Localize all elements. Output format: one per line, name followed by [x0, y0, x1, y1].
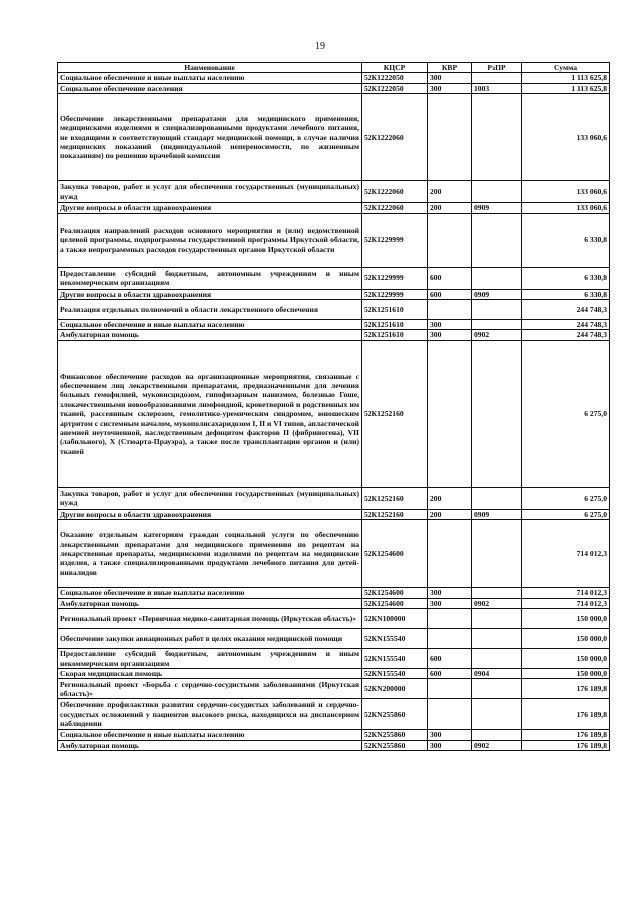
cell-name: Социальное обеспечение и иные выплаты населению	[58, 73, 362, 83]
cell-name: Амбулаторная помощь	[58, 330, 362, 340]
cell-rzpr	[472, 730, 522, 740]
cell-sum: 244 748,3	[522, 320, 610, 330]
cell-kcsr: 52КN155540	[362, 669, 428, 679]
cell-kcsr: 52К1229999	[362, 289, 428, 299]
cell-kvr: 200	[428, 509, 472, 519]
cell-rzpr: 0902	[472, 740, 522, 750]
cell-sum: 1 113 625,8	[522, 83, 610, 93]
table-row	[58, 679, 610, 699]
table-row	[58, 730, 610, 740]
cell-name: Обеспечение лекарственными препаратами для медицинского применения, медицинскими изделиями и специализированными продуктами лечебного питания, не входящими в соответствующий стандарт медицинской помощи, в случае наличия медицинских показаний (индивидуальной непереносимости, по жизненным показаниям) по решению врачебной комиссии	[58, 94, 362, 181]
cell-name: Обеспечение профилактики развития сердечно-сосудистых заболеваний и сердечно-сосудистых осложнений у пациентов высокого риска, находящихся на диспансерном наблюдении	[58, 699, 362, 730]
cell-kvr: 300	[428, 83, 472, 93]
cell-kvr: 300	[428, 740, 472, 750]
cell-rzpr: 0909	[472, 289, 522, 299]
cell-sum: 133 060,6	[522, 94, 610, 181]
cell-name: Реализация направлений расходов основного мероприятия и (или) ведомственной целевой программы, подпрограммы государственной программы Иркутской области, а также непрограммных расходов государственных органов Иркутской области	[58, 213, 362, 267]
table-row	[58, 213, 610, 267]
cell-kvr: 300	[428, 330, 472, 340]
cell-rzpr	[472, 679, 522, 699]
cell-kcsr: 52К1251610	[362, 320, 428, 330]
cell-rzpr	[472, 629, 522, 649]
cell-kcsr: 52КN255860	[362, 699, 428, 730]
cell-sum: 244 748,3	[522, 300, 610, 320]
cell-sum: 244 748,3	[522, 330, 610, 340]
cell-rzpr	[472, 699, 522, 730]
table-row	[58, 300, 610, 320]
cell-sum: 1 113 625,8	[522, 73, 610, 83]
cell-kcsr: 52КN155540	[362, 649, 428, 669]
cell-kvr: 200	[428, 487, 472, 509]
cell-kvr	[428, 340, 472, 487]
table-row	[58, 487, 610, 509]
cell-kcsr: 52К1254600	[362, 520, 428, 588]
table-row	[58, 588, 610, 598]
cell-sum: 714 012,3	[522, 520, 610, 588]
cell-kcsr: 52К1254600	[362, 598, 428, 608]
cell-name: Региональный проект «Борьба с сердечно-сосудистыми заболеваниями (Иркутская область)»	[58, 679, 362, 699]
cell-sum: 6 275,0	[522, 487, 610, 509]
cell-sum: 150 000,0	[522, 629, 610, 649]
cell-sum: 150 000,0	[522, 649, 610, 669]
table-header-row	[58, 63, 610, 73]
table-row	[58, 83, 610, 93]
header-kvr: КВР	[428, 63, 472, 73]
table-row	[58, 629, 610, 649]
cell-rzpr	[472, 340, 522, 487]
table-row	[58, 340, 610, 487]
cell-name: Другие вопросы в области здравоохранения	[58, 203, 362, 213]
header-kcsr: КЦСР	[362, 63, 428, 73]
cell-rzpr: 0902	[472, 598, 522, 608]
cell-rzpr	[472, 300, 522, 320]
cell-rzpr	[472, 487, 522, 509]
cell-kvr	[428, 520, 472, 588]
cell-rzpr: 1003	[472, 83, 522, 93]
cell-rzpr	[472, 73, 522, 83]
cell-name: Амбулаторная помощь	[58, 598, 362, 608]
cell-sum: 6 330,8	[522, 213, 610, 267]
cell-sum: 150 000,0	[522, 609, 610, 629]
cell-name: Реализация отдельных полномочий в области лекарственного обеспечения	[58, 300, 362, 320]
cell-rzpr	[472, 520, 522, 588]
cell-kcsr: 52КN255860	[362, 740, 428, 750]
cell-name: Финансовое обеспечение расходов на организационные мероприятия, связанные с обеспечением лиц лекарственными препаратами, предназначенными для лечения больных гемофилией, муковисцидозом, гипофизарным нанизмом, болезнью Гоше, злокачественными новообразованиями лимфоидной, кроветворной и родственных им тканей, рассеянным склерозом, гемолитико-уремическим синдромом, юношеским артритом с системным началом, мукополисахаридозом I, II и VI типов, апластической анемией неуточненной, наследственным дефицитом факторов II (фибриногена), VII (лабильного), X (Стюарта-Прауэра), а также после трансплантации органов и (или) тканей	[58, 340, 362, 487]
cell-kcsr: 52К1222050	[362, 73, 428, 83]
cell-name: Социальное обеспечение и иные выплаты населению	[58, 320, 362, 330]
cell-kcsr: 52К1252160	[362, 487, 428, 509]
table-body	[58, 73, 610, 751]
cell-name: Скорая медицинская помощь	[58, 669, 362, 679]
cell-name: Оказание отдельным категориям граждан социальной услуги по обеспечению лекарственными препаратами для медицинского применения по рецептам на лекарственные препараты, медицинскими изделиями по рецептам на медицинские изделия, а также специализированными продуктами лечебного питания для детей-инвалидов	[58, 520, 362, 588]
table-row	[58, 94, 610, 181]
cell-name: Амбулаторная помощь	[58, 740, 362, 750]
cell-kcsr: 52К1251610	[362, 330, 428, 340]
table-row	[58, 669, 610, 679]
cell-rzpr	[472, 609, 522, 629]
cell-kcsr: 52КN200000	[362, 679, 428, 699]
table-row	[58, 509, 610, 519]
cell-name: Социальное обеспечение и иные выплаты населению	[58, 588, 362, 598]
table-row	[58, 320, 610, 330]
cell-sum: 176 189,8	[522, 730, 610, 740]
cell-kvr: 300	[428, 320, 472, 330]
cell-kcsr: 52К1222060	[362, 94, 428, 181]
table-row	[58, 699, 610, 730]
cell-sum: 176 189,8	[522, 679, 610, 699]
cell-kcsr: 52К1229999	[362, 267, 428, 289]
cell-name: Предоставление субсидий бюджетным, автономным учреждениям и иным некоммерческим организациям	[58, 267, 362, 289]
cell-name: Другие вопросы в области здравоохранения	[58, 509, 362, 519]
cell-kcsr: 52КN100000	[362, 609, 428, 629]
cell-rzpr	[472, 181, 522, 203]
cell-kcsr: 52К1222060	[362, 181, 428, 203]
table-row	[58, 203, 610, 213]
cell-kcsr: 52К1252160	[362, 340, 428, 487]
table-row	[58, 289, 610, 299]
cell-sum: 714 012,3	[522, 598, 610, 608]
cell-kvr	[428, 699, 472, 730]
cell-name: Закупка товаров, работ и услуг для обеспечения государственных (муниципальных) нужд	[58, 181, 362, 203]
cell-rzpr	[472, 213, 522, 267]
cell-name: Другие вопросы в области здравоохранения	[58, 289, 362, 299]
cell-name: Предоставление субсидий бюджетным, автономным учреждениям и иным некоммерческим организациям	[58, 649, 362, 669]
cell-kvr: 300	[428, 73, 472, 83]
cell-kcsr: 52К1229999	[362, 213, 428, 267]
table-row	[58, 267, 610, 289]
cell-kcsr: 52К1251610	[362, 300, 428, 320]
cell-kcsr: 52К1254600	[362, 588, 428, 598]
cell-kcsr: 52К1222060	[362, 203, 428, 213]
cell-rzpr	[472, 588, 522, 598]
cell-rzpr	[472, 649, 522, 669]
cell-kcsr: 52КN155540	[362, 629, 428, 649]
cell-kcsr: 52К1222050	[362, 83, 428, 93]
table-row	[58, 598, 610, 608]
cell-name: Региональный проект «Первичная медико-санитарная помощь (Иркутская область)»	[58, 609, 362, 629]
cell-sum: 714 012,3	[522, 588, 610, 598]
table-row	[58, 609, 610, 629]
cell-rzpr: 0902	[472, 330, 522, 340]
cell-kvr: 300	[428, 598, 472, 608]
table-row	[58, 520, 610, 588]
cell-sum: 150 000,0	[522, 669, 610, 679]
table-row	[58, 330, 610, 340]
cell-name: Социальное обеспечение населения	[58, 83, 362, 93]
cell-rzpr	[472, 94, 522, 181]
header-sum: Сумма	[522, 63, 610, 73]
cell-sum: 6 275,0	[522, 509, 610, 519]
cell-kvr: 600	[428, 669, 472, 679]
header-rzpr: РзПР	[472, 63, 522, 73]
cell-kcsr: 52К1252160	[362, 509, 428, 519]
cell-kvr: 200	[428, 181, 472, 203]
cell-kcsr: 52КN255860	[362, 730, 428, 740]
header-name: Наименование	[58, 63, 362, 73]
cell-kvr: 300	[428, 730, 472, 740]
cell-sum: 133 060,6	[522, 181, 610, 203]
cell-kvr: 300	[428, 588, 472, 598]
page-number: 19	[315, 41, 325, 52]
cell-kvr	[428, 609, 472, 629]
cell-kvr: 600	[428, 289, 472, 299]
cell-sum: 6 330,8	[522, 289, 610, 299]
cell-rzpr: 0909	[472, 509, 522, 519]
table-row	[58, 181, 610, 203]
cell-rzpr	[472, 267, 522, 289]
cell-name: Закупка товаров, работ и услуг для обеспечения государственных (муниципальных) нужд	[58, 487, 362, 509]
cell-rzpr	[472, 320, 522, 330]
cell-rzpr: 0909	[472, 203, 522, 213]
cell-kvr	[428, 300, 472, 320]
cell-name: Социальное обеспечение и иные выплаты населению	[58, 730, 362, 740]
table-row	[58, 740, 610, 750]
cell-sum: 6 275,0	[522, 340, 610, 487]
cell-sum: 176 189,8	[522, 740, 610, 750]
table-row	[58, 649, 610, 669]
cell-name: Обеспечение закупки авиационных работ в целях оказания медицинской помощи	[58, 629, 362, 649]
cell-sum: 6 330,8	[522, 267, 610, 289]
cell-kvr: 600	[428, 267, 472, 289]
cell-kvr: 600	[428, 649, 472, 669]
cell-sum: 133 060,6	[522, 203, 610, 213]
cell-sum: 176 189,8	[522, 699, 610, 730]
table-row	[58, 73, 610, 83]
cell-kvr	[428, 213, 472, 267]
cell-kvr: 200	[428, 203, 472, 213]
cell-kvr	[428, 679, 472, 699]
cell-kvr	[428, 629, 472, 649]
budget-table	[57, 62, 610, 751]
cell-rzpr: 0904	[472, 669, 522, 679]
cell-kvr	[428, 94, 472, 181]
